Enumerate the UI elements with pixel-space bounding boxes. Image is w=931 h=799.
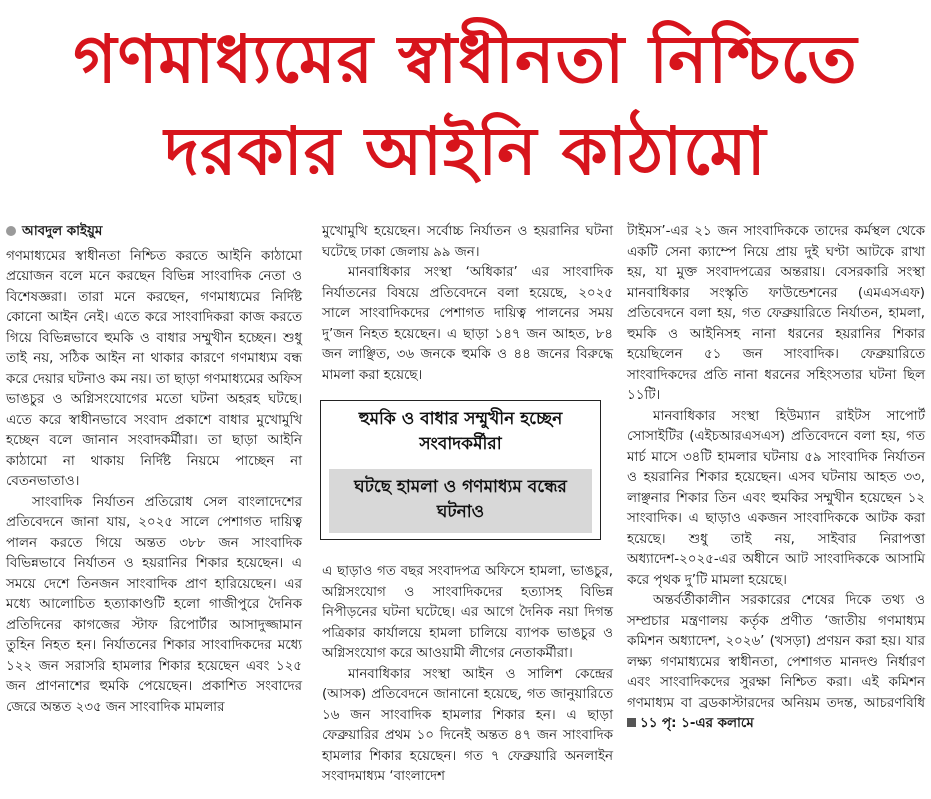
pull-quote-top: হুমকি ও বাধার সম্মুখীন হচ্ছেন সংবাদকর্মীরা — [358, 409, 563, 454]
pull-quote-bottom: ঘটছে হামলা ও গণমাধ্যম বন্ধের ঘটনাও — [329, 469, 592, 533]
headline-line-2: দরকার আইনি কাঠামো — [164, 113, 767, 190]
paragraph: গণমাধ্যমের স্বাধীনতা নিশ্চিত করতে আইনি কাঠামো প্রয়োজন বলে মনে করছেন বিভিন্ন সাংবাদিক নেতা ও বিশেষজ্ঞরা। তারা মনে করছেন, গণমাধ্যমের নির্দিষ্ট কোনো আইন নেই। এতে করে সাংবাদিকরা কাজ করতে গিয়ে বিভিন্নভাবে হুমকি ও বাধার সম্মুখীন হচ্ছেন। শুধু তাই নয়, সঠিক আইন না থাকার কারণে গণমাধ্যম বন্ধ করে দেয়ার ঘটনাও কম নয়। তা ছাড়া গণমাধ্যমের অফিস ভাঙচুর ও অগ্নিসংযোগের মতো ঘটনা অহরহ ঘটছে। এতে করে স্বাধীনভাবে সংবাদ প্রকাশে বাধার মুখোমুখি হচ্ছেন বলে জানান সংবাদকর্মীরা। তা ছাড়া আইনি কাঠামো না থাকায় নির্দিষ্ট নিয়মে পাচ্ছেন না বেতনভাতাও। — [6, 248, 302, 489]
continuation-label: ১১ পৃ: ১-এর কলামে — [640, 716, 754, 731]
paragraph: টাইমস’-এর ২১ জন সাংবাদিককে তাদের কর্মস্থল থেকে একটি সেনা ক্যাম্পে নিয়ে প্রায় দুই ঘণ্টা আটকে রাখা হয়, যা মুক্ত সংবাদপত্রের অন্তরায়। বেসরকারি সংস্থা মানবাধিকার সংস্কৃতি ফাউন্ডেশনের (এমএসএফ) প্রতিবেদনে বলা হয়, গত ফেব্রুয়ারিতে নির্যাতন, হামলা, হুমকি ও আইনিসহ নানা ধরনের হয়রানির শিকার হয়েছিলেন ৫১ জন সাংবাদিক। ফেব্রুয়ারিতে সাংবাদিকদের প্রতি নানা ধরনের সহিংসতার ঘটনা ছিল ১১টি। — [627, 224, 925, 403]
byline-author: আবদুল কাইয়ুম — [22, 224, 103, 239]
headline — [0, 0, 931, 210]
square-bullet-icon — [627, 718, 636, 727]
article-column-1 — [6, 222, 302, 718]
paragraph: সাংবাদিক নির্যাতন প্রতিরোধ সেল বাংলাদেশের প্রতিবেদনে জানা যায়, ২০২৫ সালে পেশাগত দায়িত্ব পালন করতে গিয়ে অন্তত ৩৮৮ জন সাংবাদিক বিভিন্নভাবে নির্যাতন ও হয়রানির শিকার হয়েছেন। এ সময়ে দেশে তিনজন সাংবাদিক প্রাণ হারিয়েছেন। এর মধ্যে আলোচিত হত্যাকাণ্ডটি হলো গাজীপুরে দৈনিক প্রতিদিনের কাগজের স্টাফ রিপোর্টার আসাদুজ্জামান তুহিন নিহত হন। নির্যাতনের শিকার সাংবাদিকদের মধ্যে ১২২ জন সরাসরি হামলার শিকার হয়েছেন এবং ১২৫ জন প্রাণনাশের হুমকি পেয়েছেন। প্রকাশিত সংবাদের জেরে অন্তত ২৩৫ জন সাংবাদিক মামলার — [6, 494, 302, 715]
article-column-3 — [627, 222, 925, 735]
paragraph: মুখোমুখি হয়েছেন। সর্বোচ্চ নির্যাতন ও হয়রানির ঘটনা ঘটেছে ঢাকা জেলায় ৯৯ জন। — [322, 224, 613, 260]
paragraph-text: অন্তর্বর্তীকালীন সরকারের শেষের দিকে তথ্য ও সম্প্রচার মন্ত্রণালয় কর্তৃক প্রণীত ‘জাতীয় গণমাধ্যম কমিশন অধ্যাদেশ, ২০২৬’ (খসড়া) প্রণয়ন করা হয়। যার লক্ষ্য গণমাধ্যমের স্বাধীনতা, পেশাগত মানদণ্ড নির্ধারণ এবং সাংবাদিকদের সুরক্ষা নিশ্চিত করা। এই কমিশন গণমাধ্যম বা ব্রডকাস্টারদের অনিয়ম তদন্ত, আচরণবিধি — [627, 593, 925, 711]
paragraph: মানবাধিকার সংস্থা হিউম্যান রাইটস সাপোর্ট সোসাইটির (এইচআরএসএস) প্রতিবেদনে বলা হয়, গত মার্চ মাসে ৩৪টি হামলার ঘটনায় ৫৯ সাংবাদিক নির্যাতন ও হয়রানির শিকার হয়েছেন। এসব ঘটনায় আহত ৩৩, লাঞ্ছনার শিকার তিন এবং হুমকির সম্মুখীন হয়েছেন ১২ সাংবাদিক। এ ছাড়াও একজন সাংবাদিককে আটক করা হয়েছে। শুধু তাই নয়, সাইবার নিরাপত্তা অধ্যাদেশ-২০২৫-এর অধীনে আট সাংবাদিককে আসামি করে পৃথক দু’টি মামলা হয়েছে। — [627, 408, 925, 588]
headline-line-1: গণমাধ্যমের স্বাধীনতা নিশ্চিতে — [73, 21, 858, 98]
bullet-dot-icon — [6, 226, 16, 236]
byline — [6, 222, 302, 243]
paragraph: এ ছাড়াও গত বছর সংবাদপত্র অফিসে হামলা, ভাঙচুর, অগ্নিসংযোগ ও সাংবাদিকদের হত্যাসহ বিভিন্ন নিপীড়নের ঘটনা ঘটেছে। এর আগে দৈনিক নয়া দিগন্ত পত্রিকার কার্যালয়ে হামলা চালিয়ে ব্যাপক ভাঙচুর ও অগ্নিসংযোগ করে আওয়ামী লীগের নেতাকর্মীরা। — [322, 564, 613, 661]
paragraph: মানবাধিকার সংস্থা আইন ও সালিশ কেন্দ্রের (আসক) প্রতিবেদনে জানানো হয়েছে, গত জানুয়ারিতে ১৬ জন সাংবাদিক হামলার শিকার হন। এ ছাড়া ফেব্রুয়ারির প্রথম ১০ দিনেই অন্তত ৪৭ জন সাংবাদিক হামলার শিকার হয়েছেন। গত ৭ ফেব্রুয়ারি অনলাইন সংবাদমাধ্যম ‘বাংলাদেশ — [322, 666, 613, 784]
paragraph: মানবাধিকার সংস্থা ‘অধিকার’ এর সাংবাদিক নির্যাতনের বিষয়ে প্রতিবেদনে বলা হয়েছে, ২০২৫ সালে সাংবাদিকদের পেশাগত দায়িত্ব পালনের সময় দু’জন নিহত হয়েছেন। এ ছাড়া ১৪৭ জন আহত, ৮৪ জন লাঞ্ছিত, ৩৬ জনকে হুমকি ও ৪৪ জনের বিরুদ্ধে মামলা করা হয়েছে। — [322, 265, 613, 383]
paragraph — [627, 591, 925, 735]
pull-quote-box — [320, 400, 601, 540]
continuation-note[interactable] — [627, 716, 754, 731]
